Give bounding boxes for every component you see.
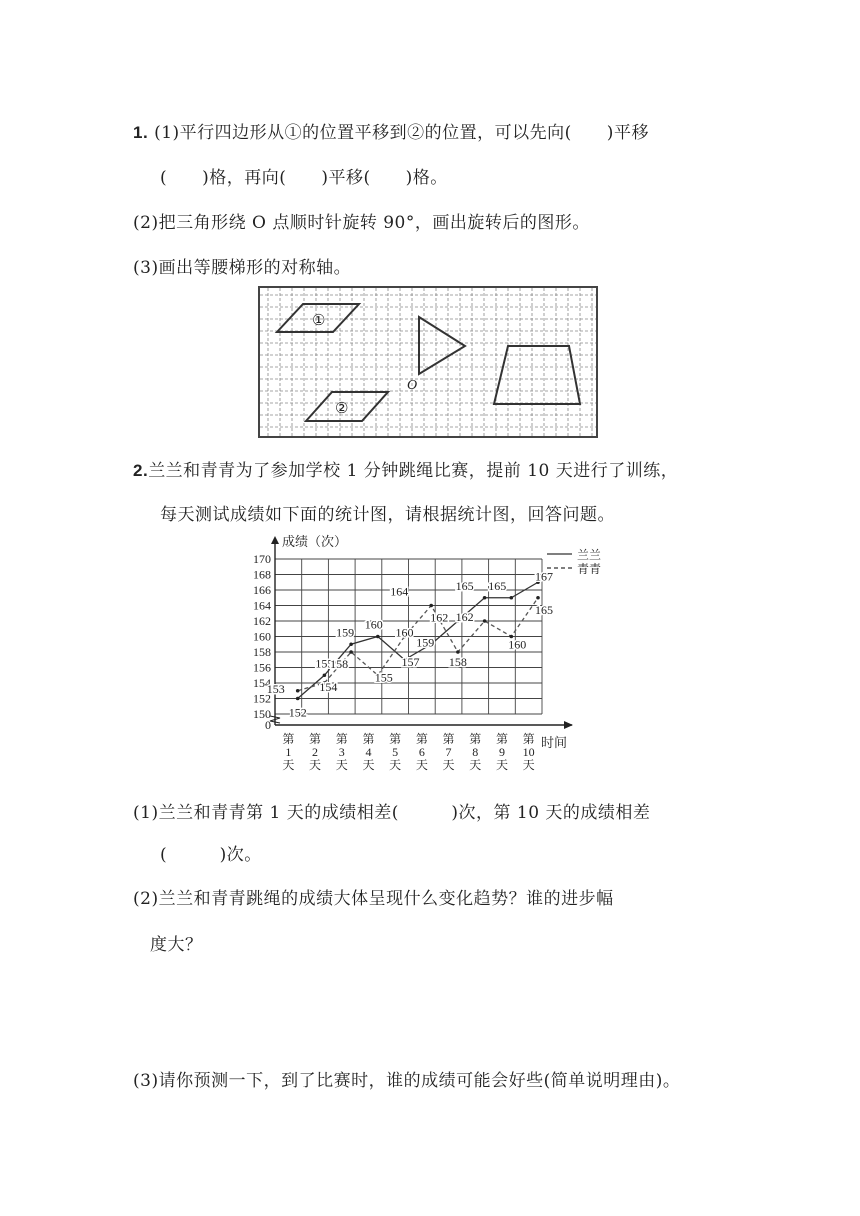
x-tick-label: 8	[472, 745, 479, 759]
y-tick-label: 160	[253, 629, 271, 644]
question-1-part-1-line-1: (1)平行四边形从①的位置平移到②的位置，可以先向( )平移	[154, 123, 649, 143]
x-tick-label: 第	[282, 732, 295, 746]
y-tick-label: 162	[253, 614, 271, 628]
question-1-part-3: (3)画出等腰梯形的对称轴。	[133, 258, 352, 278]
x-tick-label: 第	[335, 732, 348, 746]
data-label: 159	[336, 625, 355, 640]
data-point	[376, 635, 380, 639]
y-tick-label: 158	[253, 645, 271, 659]
data-point	[483, 619, 487, 623]
x-axis-arrow	[564, 721, 573, 729]
question-1-part-1-line-2: ( )格，再向( )平移( )格。	[160, 168, 448, 188]
data-point	[536, 596, 540, 600]
y-tick-label: 156	[253, 660, 271, 675]
data-point	[349, 650, 353, 654]
grid-frame	[259, 287, 597, 437]
x-tick-label: 天	[309, 758, 322, 772]
question-1-part-2: (2)把三角形绕 O 点顺时针旋转 90°，画出旋转后的图形。	[133, 213, 590, 233]
question-2-sub-2-line-2: 度大？	[150, 935, 203, 955]
data-point	[323, 673, 327, 677]
data-label: 165	[488, 578, 507, 593]
data-label: 165	[455, 578, 474, 593]
x-tick-label: 1	[285, 745, 292, 759]
data-label: 155	[374, 670, 393, 685]
x-axis-title: 时间	[541, 735, 568, 750]
y-tick-label: 152	[253, 691, 271, 706]
y-tick-label: 154	[253, 676, 271, 690]
y-tick-label: 150	[253, 707, 271, 721]
data-point	[349, 642, 353, 646]
data-label: 160	[364, 617, 383, 632]
y-tick-label: 164	[253, 598, 271, 613]
x-tick-label: 天	[362, 758, 375, 772]
data-label: 155	[315, 656, 334, 671]
question-1-number: 1.	[133, 123, 149, 142]
data-label: 162	[430, 610, 449, 625]
x-tick-label: 2	[312, 745, 319, 759]
question-2-sub-2-line-1: (2)兰兰和青青跳绳的成绩大体呈现什么变化趋势？谁的进步幅	[133, 889, 614, 909]
x-tick-label: 天	[389, 758, 402, 772]
x-tick-label: 4	[365, 745, 372, 759]
x-tick-label: 天	[282, 758, 295, 772]
x-tick-label: 第	[415, 732, 428, 746]
legend-label: 青青	[577, 562, 602, 576]
x-tick-label: 第	[362, 732, 375, 746]
data-point	[456, 650, 460, 654]
data-label: 162	[455, 610, 474, 624]
x-tick-label: 9	[498, 745, 505, 759]
y-axis-arrow	[271, 536, 279, 544]
x-tick-label: 天	[522, 758, 535, 772]
data-label: 159	[416, 635, 435, 650]
x-tick-label: 第	[469, 732, 482, 746]
data-point	[483, 596, 487, 600]
x-tick-label: 天	[442, 758, 455, 772]
x-tick-label: 第	[309, 732, 322, 746]
y-tick-label: 0	[265, 718, 271, 732]
data-label: 154	[319, 680, 338, 694]
axis-break	[270, 716, 280, 723]
question-2-sub-1-line-2: ( )次。	[160, 845, 262, 865]
question-1-grid-figure	[258, 286, 598, 438]
x-tick-label: 3	[338, 745, 345, 759]
data-label: 153	[266, 681, 285, 696]
y-axis-title: 成绩（次）	[282, 534, 348, 549]
y-tick-label: 170	[253, 552, 271, 566]
question-2-line-1: 兰兰和青青为了参加学校 1 分钟跳绳比赛，提前 10 天进行了训练，	[148, 461, 679, 481]
x-tick-label: 第	[389, 732, 402, 746]
data-label: 152	[288, 705, 307, 720]
data-label: 167	[535, 569, 553, 584]
question-2-sub-3: (3)请你预测一下，到了比赛时，谁的成绩可能会好些(简单说明理由)。	[133, 1071, 681, 1091]
x-tick-label: 第	[495, 732, 508, 746]
question-2-line-2: 每天测试成绩如下面的统计图，请根据统计图，回答问题。	[160, 505, 615, 525]
data-label: 165	[535, 602, 553, 617]
question-2-sub-1-line-1: (1)兰兰和青青第 1 天的成绩相差( )次，第 10 天的成绩相差	[133, 803, 651, 823]
x-tick-label: 天	[495, 758, 508, 772]
x-tick-label: 第	[522, 732, 535, 746]
y-tick-label: 168	[253, 567, 271, 582]
data-label: 164	[390, 584, 409, 599]
data-point	[510, 596, 514, 600]
data-point	[296, 689, 300, 693]
data-label: 158	[330, 657, 349, 671]
y-tick-label: 166	[253, 583, 271, 597]
data-label: 160	[395, 625, 414, 640]
line-chart	[242, 532, 622, 780]
point-o-label: O	[407, 378, 418, 393]
x-tick-label: 10	[522, 745, 535, 759]
parallelogram-1-label: ①	[312, 313, 326, 329]
x-tick-label: 6	[418, 745, 425, 759]
parallelogram-2-label: ②	[335, 401, 349, 417]
data-label: 158	[448, 655, 467, 669]
question-2	[133, 456, 678, 481]
data-label: 160	[508, 637, 527, 652]
x-tick-label: 天	[469, 758, 482, 772]
question-1	[133, 118, 649, 143]
x-tick-label: 7	[445, 745, 452, 759]
x-tick-label: 天	[415, 758, 428, 772]
data-point	[296, 697, 300, 701]
question-2-number: 2.	[133, 461, 149, 480]
data-label: 157	[401, 654, 420, 669]
legend-label: 兰兰	[577, 548, 602, 562]
x-tick-label: 5	[392, 745, 399, 759]
x-tick-label: 第	[442, 732, 455, 746]
x-tick-label: 天	[335, 758, 348, 772]
data-point	[429, 604, 433, 608]
